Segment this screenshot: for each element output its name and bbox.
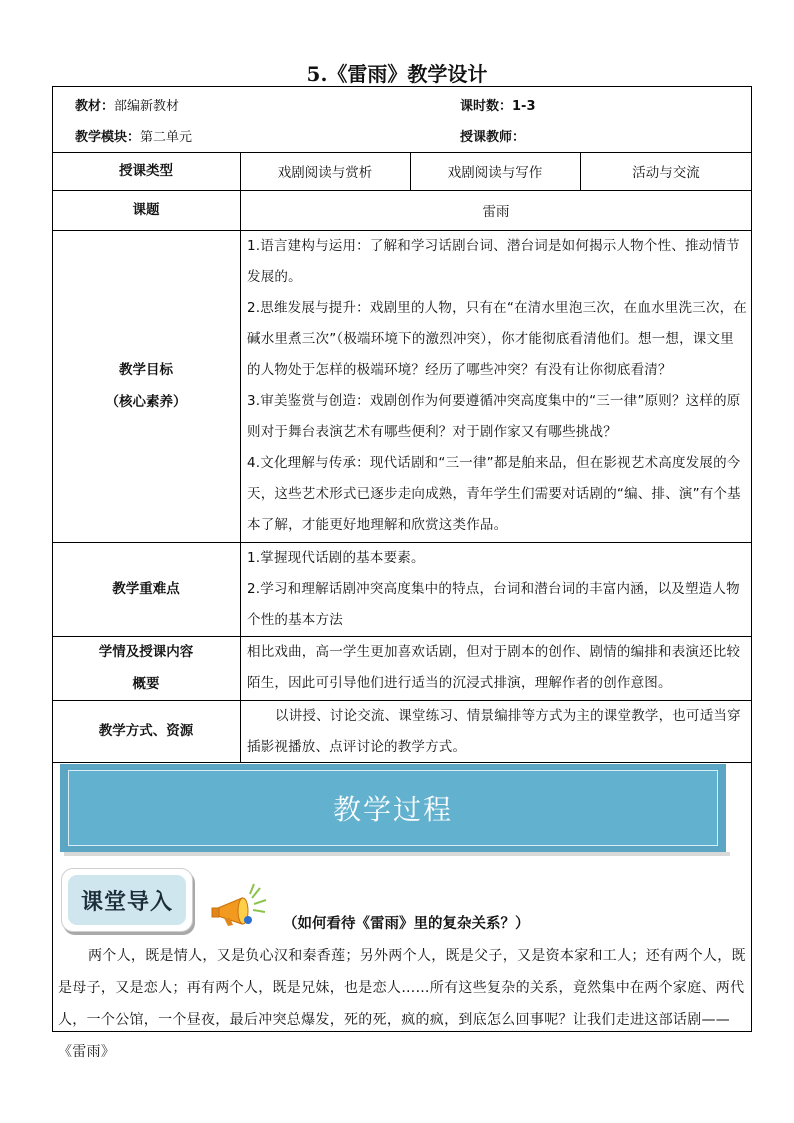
key-points-text [247, 543, 747, 636]
key-points-label: 教学重难点 [112, 581, 180, 597]
course-type-3: 活动与交流 [632, 165, 700, 181]
teacher-label: 授课教师： [460, 130, 526, 145]
overview-text [247, 637, 747, 699]
intro-text [58, 940, 748, 1068]
textbook-value: 部编新教材 [114, 99, 180, 114]
intro-badge [61, 868, 193, 932]
overview-paragraph: 相比戏曲，高一学生更加喜欢话剧，但对于剧本的创作、剧情的编排和表演还比较陌生，因此可引导他们进行适当的沉浸式排演，理解作者的创作意图。 [247, 644, 741, 691]
goals-label-line2: （核心素养） [105, 394, 187, 410]
key-point-item: 1.掌握现代话剧的基本要素。 [247, 550, 425, 566]
course-type-2: 戏剧阅读与写作 [447, 165, 543, 181]
method-paragraph: 以讲授、讨论交流、课堂练习、情景编排等方式为主的课堂教学，也可适当穿插影视播放、点评讨论的教学方式。 [247, 708, 741, 755]
goal-item: 1.语言建构与运用：了解和学习话剧台词、潜台词是如何揭示人物个性、推动情节发展的。 [247, 238, 740, 285]
overview-label [52, 636, 240, 700]
overview-label-line2: 概要 [132, 676, 160, 692]
goals-label [52, 230, 240, 542]
process-banner-title: 教学过程 [68, 770, 718, 846]
method-label: 教学方式、资源 [98, 723, 194, 739]
goal-item: 2.思维发展与提升：戏剧里的人物，只有在“在清水里泡三次，在血水里洗三次，在碱水里煮三次”（极端环境下的激烈冲突），你才能彻底看清他们。想一想，课文里的人物处于怎样的极端环境？经历了哪些冲突？有没有让你彻底看清？ [247, 300, 747, 378]
method-text [247, 701, 747, 763]
textbook-label: 教材： [75, 99, 115, 114]
intro-question: （如何看待《雷雨》里的复杂关系？） [283, 916, 530, 932]
overview-label-line1: 学情及授课内容 [98, 644, 194, 660]
hours-value: 1-3 [512, 99, 536, 114]
goals-text [247, 231, 747, 541]
megaphone-icon [208, 880, 278, 930]
module-info [75, 126, 192, 145]
intro-paragraph: 两个人，既是情人，又是负心汉和秦香莲；另外两个人，既是父子，又是资本家和工人；还有两个人，既是母子，又是恋人；再有两个人，既是兄妹，也是恋人……所有这些复杂的关系，竟然集中在两个家庭、两代人，一个公馆，一个昼夜，最后冲突总爆发，死的死，疯的疯，到底怎么回事呢？让我们走进这部话剧——《雷雨》 [58, 948, 746, 1060]
goal-item: 4.文化理解与传承：现代话剧和“三一律”都是舶来品，但在影视艺术高度发展的今天，这些艺术形式已逐步走向成熟，青年学生们需要对话剧的“编、排、演”有个基本了解，才能更好地理解和欣赏这类作品。 [247, 455, 741, 533]
course-type-label: 授课类型 [119, 163, 173, 179]
banner-shadow [64, 852, 730, 856]
intro-badge-label: 课堂导入 [68, 875, 186, 925]
teacher-info [460, 126, 525, 145]
column-divider [240, 152, 241, 762]
hours-info [460, 95, 536, 114]
topic-label: 课题 [132, 202, 160, 218]
process-banner [60, 764, 726, 852]
key-point-item: 2.学习和理解话剧冲突高度集中的特点，台词和潜台词的丰富内涵，以及塑造人物个性的基本方法 [247, 581, 740, 628]
hours-label: 课时数： [460, 99, 513, 114]
module-value: 第二单元 [140, 130, 193, 145]
course-type-1: 戏剧阅读与赏析 [277, 165, 373, 181]
goals-label-line1: 教学目标 [119, 362, 173, 378]
textbook-info [75, 95, 179, 114]
document-title: 5.《雷雨》教学设计 [306, 62, 488, 86]
topic-value: 雷雨 [482, 204, 510, 220]
module-label: 教学模块： [75, 130, 141, 145]
goal-item: 3.审美鉴赏与创造：戏剧创作为何要遵循冲突高度集中的“三一律”原则？这样的原则对于舞台表演艺术有哪些便利？对于剧作家又有哪些挑战？ [247, 393, 741, 440]
